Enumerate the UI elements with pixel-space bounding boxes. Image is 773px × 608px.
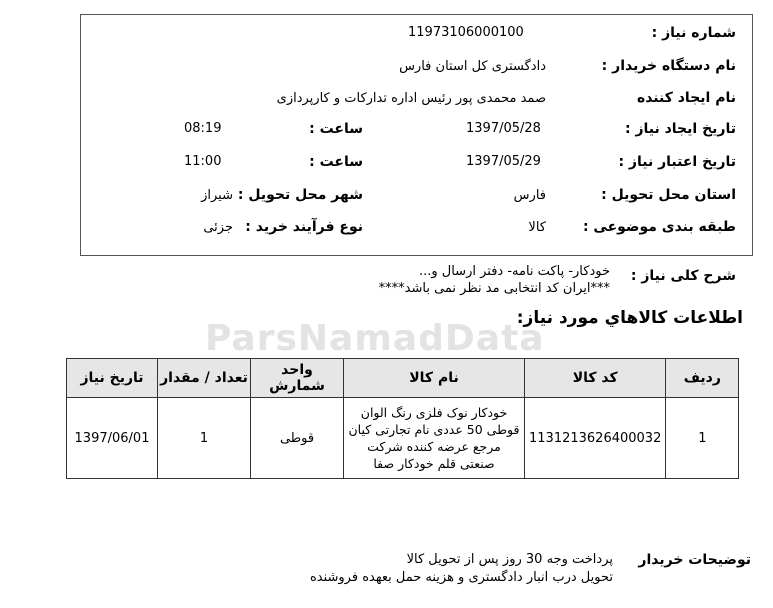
created-time-value: 08:19 <box>184 121 222 136</box>
buyer-org-value: دادگستری کل استان فارس <box>399 59 546 74</box>
col-row-header: ردیف <box>666 359 739 398</box>
cell-need-date: 1397/06/01 <box>67 398 158 479</box>
buyer-org-label: نام دستگاه خریدار : <box>601 58 736 74</box>
validity-time-value: 11:00 <box>184 154 222 169</box>
cell-row-number: 1 <box>666 398 739 479</box>
summary-line-1: خودکار- پاکت نامه- دفتر ارسال و... <box>418 264 610 279</box>
category-label: طبقه بندی موضوعی : <box>582 219 736 235</box>
purchase-type-label: نوع فرآیند خرید : <box>245 219 363 235</box>
buyer-notes-label: توضیحات خریدار <box>638 552 751 568</box>
delivery-province-label: استان محل تحویل : <box>601 187 736 203</box>
cell-item-code: 1131213626400032 <box>525 398 666 479</box>
validity-date-label: تاریخ اعتبار نیاز : <box>618 154 736 170</box>
cell-item-name: خودکار نوک فلزی رنگ الوان قوطی 50 عددی نام تجارتی کیان مرجع عرضه کننده شرکت صنعتی قلم خودکار صفا <box>344 398 525 479</box>
watermark-brand: ParsNamadData <box>205 318 545 359</box>
validity-time-label: ساعت : <box>309 154 363 170</box>
summary-label: شرح کلی نیاز : <box>630 268 736 284</box>
summary-line-2: ***ایران کد انتخابی مد نظر نمی باشد**** <box>378 281 610 296</box>
need-number-value: 11973106000100 <box>408 25 524 40</box>
creator-label: نام ایجاد کننده <box>636 90 736 106</box>
delivery-city-label: شهر محل تحویل : <box>237 187 363 203</box>
items-section-title: اطلاعات كالاهاي مورد نياز: <box>516 308 743 328</box>
delivery-province-value: فارس <box>513 188 546 203</box>
items-table <box>66 358 739 479</box>
col-unit-header: واحد شمارش <box>251 359 344 398</box>
category-value: کالا <box>528 220 546 235</box>
buyer-notes-line-2: تحویل درب انبار دادگستری و هزینه حمل بعهده فروشنده <box>309 570 613 585</box>
cell-qty: 1 <box>158 398 251 479</box>
validity-date-value: 1397/05/29 <box>466 154 541 169</box>
cell-unit: قوطی <box>251 398 344 479</box>
col-date-header: تاریخ نیاز <box>67 359 158 398</box>
purchase-type-value: جزئی <box>203 220 233 235</box>
delivery-city-value: شیراز <box>201 188 233 203</box>
col-name-header: نام کالا <box>344 359 525 398</box>
table-row <box>67 398 739 479</box>
col-qty-header: تعداد / مقدار <box>158 359 251 398</box>
created-date-value: 1397/05/28 <box>466 121 541 136</box>
created-time-label: ساعت : <box>309 121 363 137</box>
need-number-label: شماره نیاز : <box>651 25 736 41</box>
creator-value: صمد محمدی پور رئیس اداره تدارکات و کارپردازی <box>276 91 546 106</box>
table-header-row <box>67 359 739 398</box>
col-code-header: کد کالا <box>525 359 666 398</box>
buyer-notes-line-1: پرداخت وجه 30 روز پس از تحویل کالا <box>406 552 613 567</box>
created-date-label: تاریخ ایجاد نیاز : <box>624 121 736 137</box>
